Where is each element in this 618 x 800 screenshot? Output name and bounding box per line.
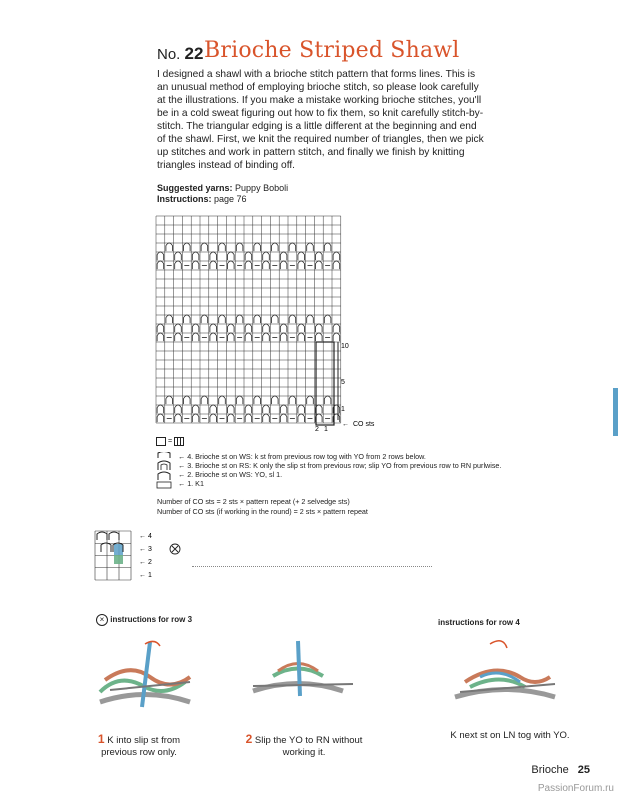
section-name: Brioche (531, 764, 569, 776)
brioche-symbol (192, 414, 199, 422)
legend-equals: = (168, 436, 173, 445)
brioche-symbol (289, 243, 296, 251)
number-value: 22 (184, 44, 204, 63)
brioche-symbol (236, 243, 243, 251)
mini-row-2: 2 (148, 559, 152, 566)
brioche-symbol (263, 333, 270, 341)
svg-text:←: ← (139, 546, 146, 553)
brioche-symbol (228, 405, 235, 413)
illustration-step3 (445, 632, 565, 717)
brioche-symbol (192, 261, 199, 269)
brioche-symbol (201, 396, 208, 404)
instructions-label: Instructions: (157, 194, 212, 204)
brioche-symbol (333, 261, 340, 269)
number-prefix: No. (157, 46, 181, 63)
brioche-symbol (157, 333, 164, 341)
brioche-symbol (157, 261, 164, 269)
legend-item-4: ← 4. Brioche st on WS: k st from previous row tog with YO from 2 rows below. (178, 452, 426, 461)
brioche-symbol (245, 252, 252, 260)
brioche-symbol (166, 243, 173, 251)
brioche-symbol (298, 324, 305, 332)
brioche-symbol (228, 252, 235, 260)
legend-item-3: ← 3. Brioche st on RS: K only the slip st from previous row; slip YO from previous row to RN purlwise. (178, 461, 502, 470)
section-tab-marker (613, 388, 618, 436)
brioche-symbol (333, 333, 340, 341)
step1-text: K into slip st from previous row only. (101, 735, 181, 758)
pattern-title: Brioche Striped Shawl (204, 38, 460, 63)
pattern-number (157, 44, 203, 64)
brioche-symbol (157, 405, 164, 413)
brioche-symbol (280, 252, 287, 260)
brioche-symbol (210, 405, 217, 413)
mini-row-4: 4 (148, 533, 152, 540)
repeat-box (316, 342, 334, 425)
step2-number: 2 (245, 732, 253, 746)
brioche-symbol (280, 333, 287, 341)
brioche-symbol (201, 243, 208, 251)
brioche-symbol (333, 324, 340, 332)
brioche-symbol (298, 252, 305, 260)
x-circle-icon: × (96, 614, 108, 626)
brioche-symbol (192, 333, 199, 341)
col-label-2: 2 (315, 426, 319, 433)
brioche-symbol (280, 414, 287, 422)
brioche-symbol (175, 414, 182, 422)
brioche-symbol (316, 252, 323, 260)
brioche-symbol (219, 315, 226, 323)
brioche-symbol (219, 396, 226, 404)
brioche-symbol (254, 315, 261, 323)
brioche-symbol (263, 261, 270, 269)
brioche-symbol (175, 324, 182, 332)
legend-empty-key (156, 436, 184, 446)
brioche-symbol (324, 243, 331, 251)
brioche-symbol (289, 315, 296, 323)
page-footer (531, 764, 590, 776)
brioche-symbol (272, 315, 279, 323)
brioche-symbol (263, 414, 270, 422)
brioche-symbol (280, 405, 287, 413)
brioche-symbol (228, 414, 235, 422)
legend-item-2: ← 2. Brioche st on WS: YO, sl 1. (178, 470, 283, 479)
brioche-symbol (263, 324, 270, 332)
brioche-symbol (210, 414, 217, 422)
brioche-symbol (201, 315, 208, 323)
legend-symbols (156, 452, 176, 490)
co-note-1: Number of CO sts = 2 sts × pattern repeat (+ 2 selvedge sts) (157, 497, 350, 506)
brioche-symbol (324, 396, 331, 404)
mini-row-1: 1 (148, 572, 152, 579)
brioche-symbol (157, 414, 164, 422)
illustration-step2 (243, 636, 363, 716)
brioche-symbol (210, 333, 217, 341)
brioche-symbol (316, 261, 323, 269)
step1-number: 1 (97, 732, 105, 746)
watermark-text: PassionForum.ru (537, 783, 614, 794)
brioche-symbol (245, 261, 252, 269)
brioche-symbol (228, 324, 235, 332)
mini-chart (93, 530, 203, 585)
brioche-symbol (166, 315, 173, 323)
bar-square-icon (174, 437, 184, 446)
svg-text:←: ← (139, 559, 146, 566)
illustration-step1 (90, 632, 200, 722)
brioche-symbol (228, 261, 235, 269)
empty-square-icon (156, 437, 166, 446)
brioche-symbol (298, 261, 305, 269)
brioche-symbol (192, 324, 199, 332)
brioche-symbol (280, 261, 287, 269)
col-label-1: 1 (324, 426, 328, 433)
brioche-symbol (272, 396, 279, 404)
brioche-symbol (245, 324, 252, 332)
brioche-symbol (184, 243, 191, 251)
co-sts-label: CO sts (353, 421, 375, 428)
step3-caption: K next st on LN tog with YO. (450, 730, 570, 741)
yarn-value: Puppy Boboli (235, 183, 289, 193)
brioche-symbol (192, 252, 199, 260)
brioche-symbol (166, 396, 173, 404)
svg-text:←: ← (139, 572, 146, 579)
co-note-2: Number of CO sts (if working in the round) = 2 sts × pattern repeat (157, 507, 368, 516)
brioche-symbol (298, 405, 305, 413)
brioche-symbol (316, 324, 323, 332)
brioche-symbol (175, 405, 182, 413)
row4-heading: instructions for row 4 (438, 618, 520, 627)
step2-text: Slip the YO to RN without working it. (254, 735, 363, 758)
instructions-value: page 76 (214, 194, 247, 204)
brioche-symbol (210, 252, 217, 260)
brioche-symbol (307, 243, 314, 251)
brioche-symbol (298, 333, 305, 341)
brioche-symbol (192, 405, 199, 413)
brioche-symbol (184, 396, 191, 404)
brioche-symbol (157, 324, 164, 332)
instructions-line (157, 194, 247, 204)
brioche-symbol (245, 405, 252, 413)
brioche-symbol (333, 252, 340, 260)
brioche-symbol (298, 414, 305, 422)
brioche-symbol (228, 333, 235, 341)
brioche-symbol (272, 243, 279, 251)
brioche-symbol (280, 324, 287, 332)
step2-caption (244, 733, 364, 759)
legend-list (178, 452, 501, 488)
brioche-symbol (316, 333, 323, 341)
brioche-symbol (307, 396, 314, 404)
brioche-symbol (263, 252, 270, 260)
brioche-symbol (236, 315, 243, 323)
brioche-symbol (245, 333, 252, 341)
brioche-symbol (175, 261, 182, 269)
row3-heading: × instructions for row 3 (96, 614, 192, 626)
brioche-symbol (324, 315, 331, 323)
co-arrow: ← (342, 421, 349, 428)
brioche-symbol (307, 315, 314, 323)
brioche-symbol (254, 396, 261, 404)
brioche-symbol (245, 414, 252, 422)
page-number: 25 (577, 764, 590, 776)
brioche-symbol (263, 405, 270, 413)
row-label-1: 1 (341, 406, 345, 413)
brioche-symbol (254, 243, 261, 251)
brioche-symbol (219, 243, 226, 251)
yarn-label: Suggested yarns: (157, 183, 233, 193)
svg-text:←: ← (139, 533, 146, 540)
legend-item-1: ← 1. K1 (178, 479, 204, 488)
brioche-symbol (210, 261, 217, 269)
row-label-10: 10 (341, 343, 349, 350)
knitting-chart (150, 212, 440, 437)
brioche-symbol (157, 252, 164, 260)
brioche-symbol (289, 396, 296, 404)
intro-paragraph: I designed a shawl with a brioche stitch pattern that forms lines. This is an unusual method of employing brioche stitch, so please look carefully at the illustrations. If you make a mistake working brioche stitches, you'll be in a cold sweat figuring out how to fix them, so knit carefully stitch-by-stitch. The triangular edging is a little different at the beginning and end of the shawl. First, we knit the required number of triangles, then we pick up stitches and work in pattern stitch, and finally we finish by knitting triangles instead of binding off. (157, 69, 484, 171)
brioche-symbol (175, 252, 182, 260)
row-label-5: 5 (341, 379, 345, 386)
mini-row-3: 3 (148, 546, 152, 553)
brioche-symbol (210, 324, 217, 332)
step1-caption (84, 733, 194, 759)
brioche-symbol (236, 396, 243, 404)
yarn-line (157, 183, 288, 193)
brioche-symbol (184, 315, 191, 323)
brioche-symbol (175, 333, 182, 341)
dotted-leader (192, 566, 432, 567)
